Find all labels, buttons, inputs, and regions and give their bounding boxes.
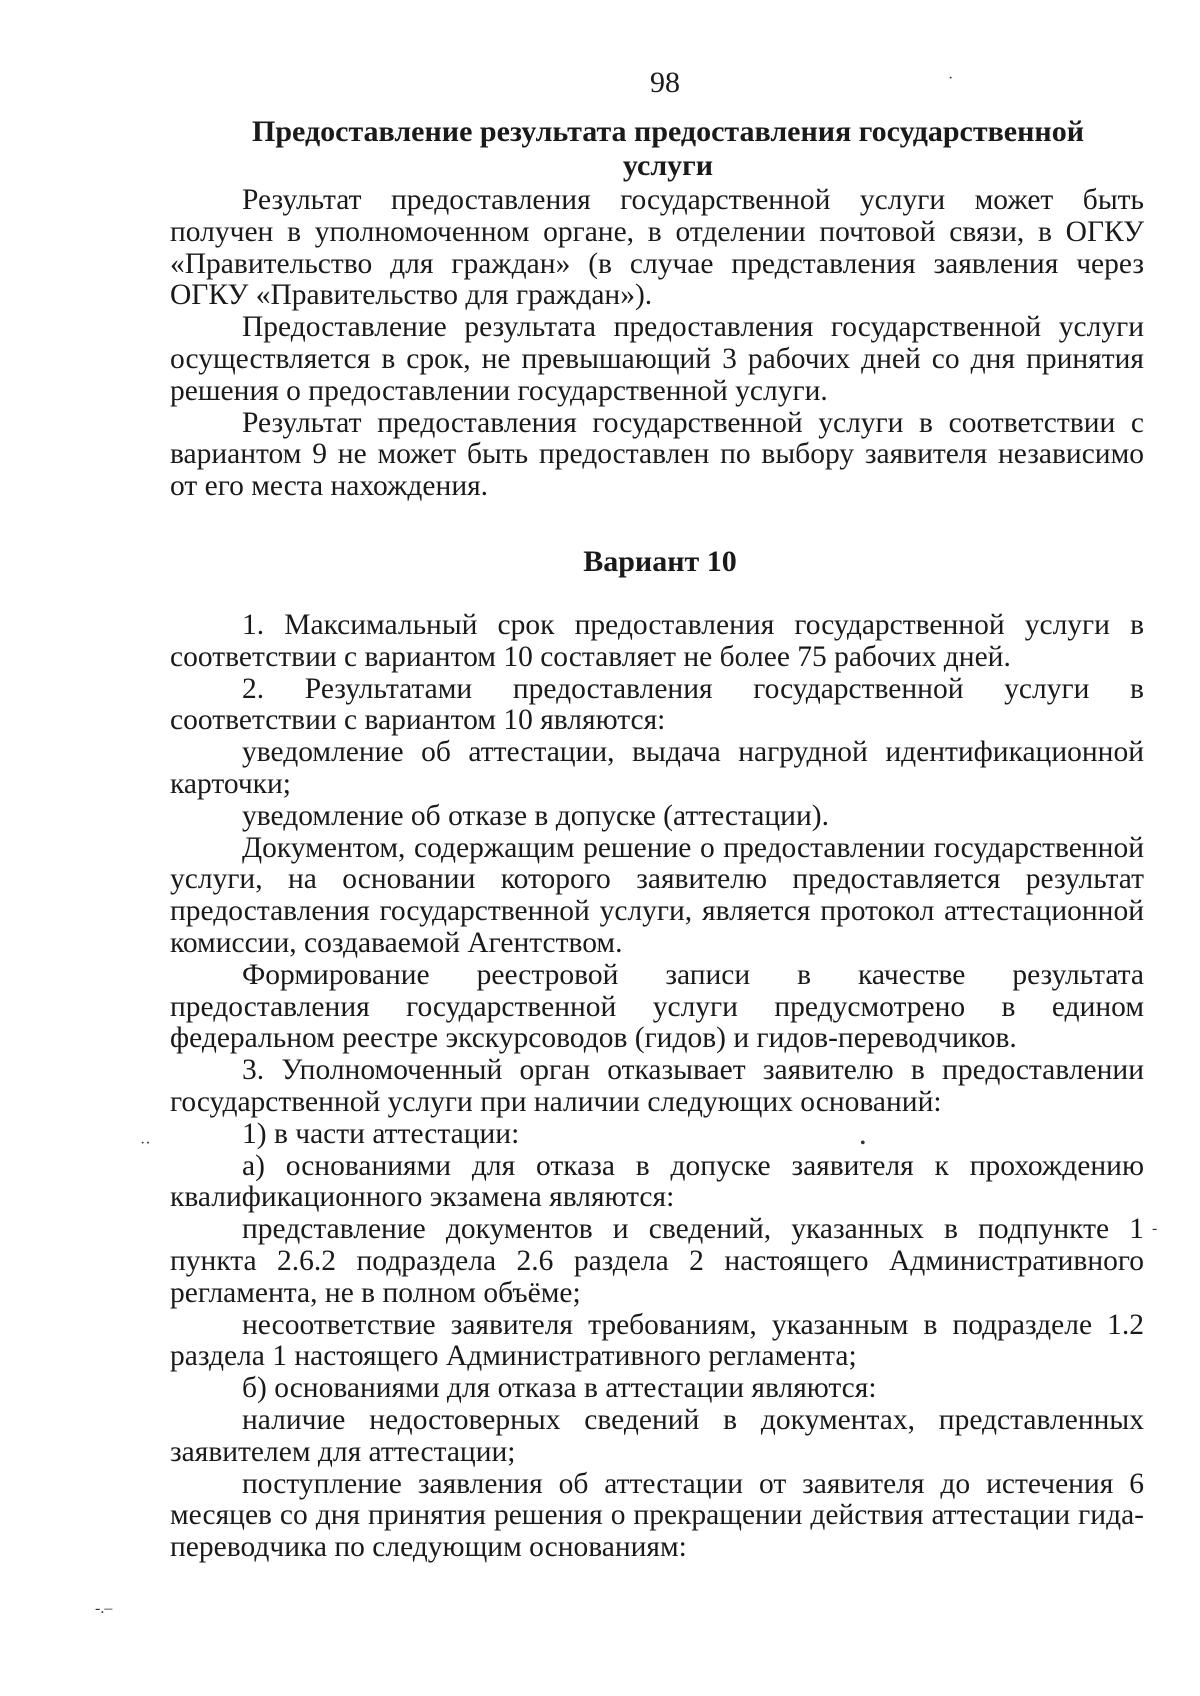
paragraph: Результат предоставления государственной услуги может быть получен в уполномоченном органе, в отделении почтовой связи, в ОГКУ «Правительство для граждан» (в случае представления заявления через ОГКУ «Правительство для граждан»). xyxy=(170,184,1144,312)
paragraph: поступление заявления об аттестации от заявителя до истечения 6 месяцев со дня принятия решения о прекращении действия аттестации гида-переводчика по следующим основаниям: xyxy=(170,1467,1144,1564)
paragraph: 1) в части аттестации: xyxy=(242,1117,520,1150)
paragraph: Документом, содержащим решение о предоставлении государственной услуги, на основании которого заявителю предоставляется результат предоставления государственной услуги, является протокол аттестационной комиссии, создаваемой Агентством. xyxy=(170,831,1144,959)
paragraph: уведомление об отказе в допуске (аттестации). xyxy=(242,799,829,832)
section-heading-variant-10: Вариант 10 xyxy=(583,545,737,578)
paragraph: несоответствие заявителя требованиям, указанным в подразделе 1.2 раздела 1 настоящего Административного регламента; xyxy=(170,1308,1144,1373)
paragraph: 1. Максимальный срок предоставления государственной услуги в соответствии с вариантом 10 составляет не более 75 рабочих дней. xyxy=(170,609,1144,673)
paragraph: Формирование реестровой записи в качестве результата предоставления государственной услуги предусмотрено в едином федеральном реестре экскурсоводов (гидов) и гидов-переводчиков. xyxy=(170,958,1144,1055)
paragraph: 2. Результатами предоставления государственной услуги в соответствии с вариантом 10 являются: xyxy=(170,672,1144,737)
paragraph: 3. Уполномоченный орган отказывает заявителю в предоставлении государственной услуги при наличии следующих оснований: xyxy=(170,1054,1144,1118)
paragraph: представление документов и сведений, указанных в подпункте 1 пункта 2.6.2 подраздела 2.6 раздела 2 настоящего Административного регламента, не в полном объёме; xyxy=(170,1213,1144,1309)
paragraph: а) основаниями для отказа в допуске заявителя к прохождению квалификационного экзамена являются: xyxy=(170,1149,1144,1214)
scan-speck: • xyxy=(860,1135,866,1152)
section-heading-result-delivery: Предоставление результата предоставления государственной услуги xyxy=(252,115,1084,182)
page-number: 98 xyxy=(650,66,680,99)
scan-speck: · xyxy=(948,70,954,87)
section-1-body xyxy=(170,185,1144,503)
paragraph: уведомление об аттестации, выдача нагрудной идентификационной карточки; xyxy=(170,736,1144,800)
paragraph: наличие недостоверных сведений в документах, представленных заявителем для аттестации; xyxy=(170,1403,1144,1468)
scan-speck: - xyxy=(1152,1220,1158,1237)
scan-speck: ·· xyxy=(140,1135,151,1152)
section-2-body xyxy=(170,610,1144,1564)
paragraph: Результат предоставления государственной услуги в соответствии с вариантом 9 не может быть предоставлен по выбору заявителя независимо от его места нахождения. xyxy=(170,406,1144,503)
paragraph: Предоставление результата предоставления государственной услуги осуществляется в срок, не превышающий 3 рабочих дней со дня принятия решения о предоставлении государственной услуги. xyxy=(170,311,1144,407)
paragraph: б) основаниями для отказа в аттестации являются: xyxy=(242,1372,877,1405)
scan-speck: -.– xyxy=(95,1600,113,1617)
